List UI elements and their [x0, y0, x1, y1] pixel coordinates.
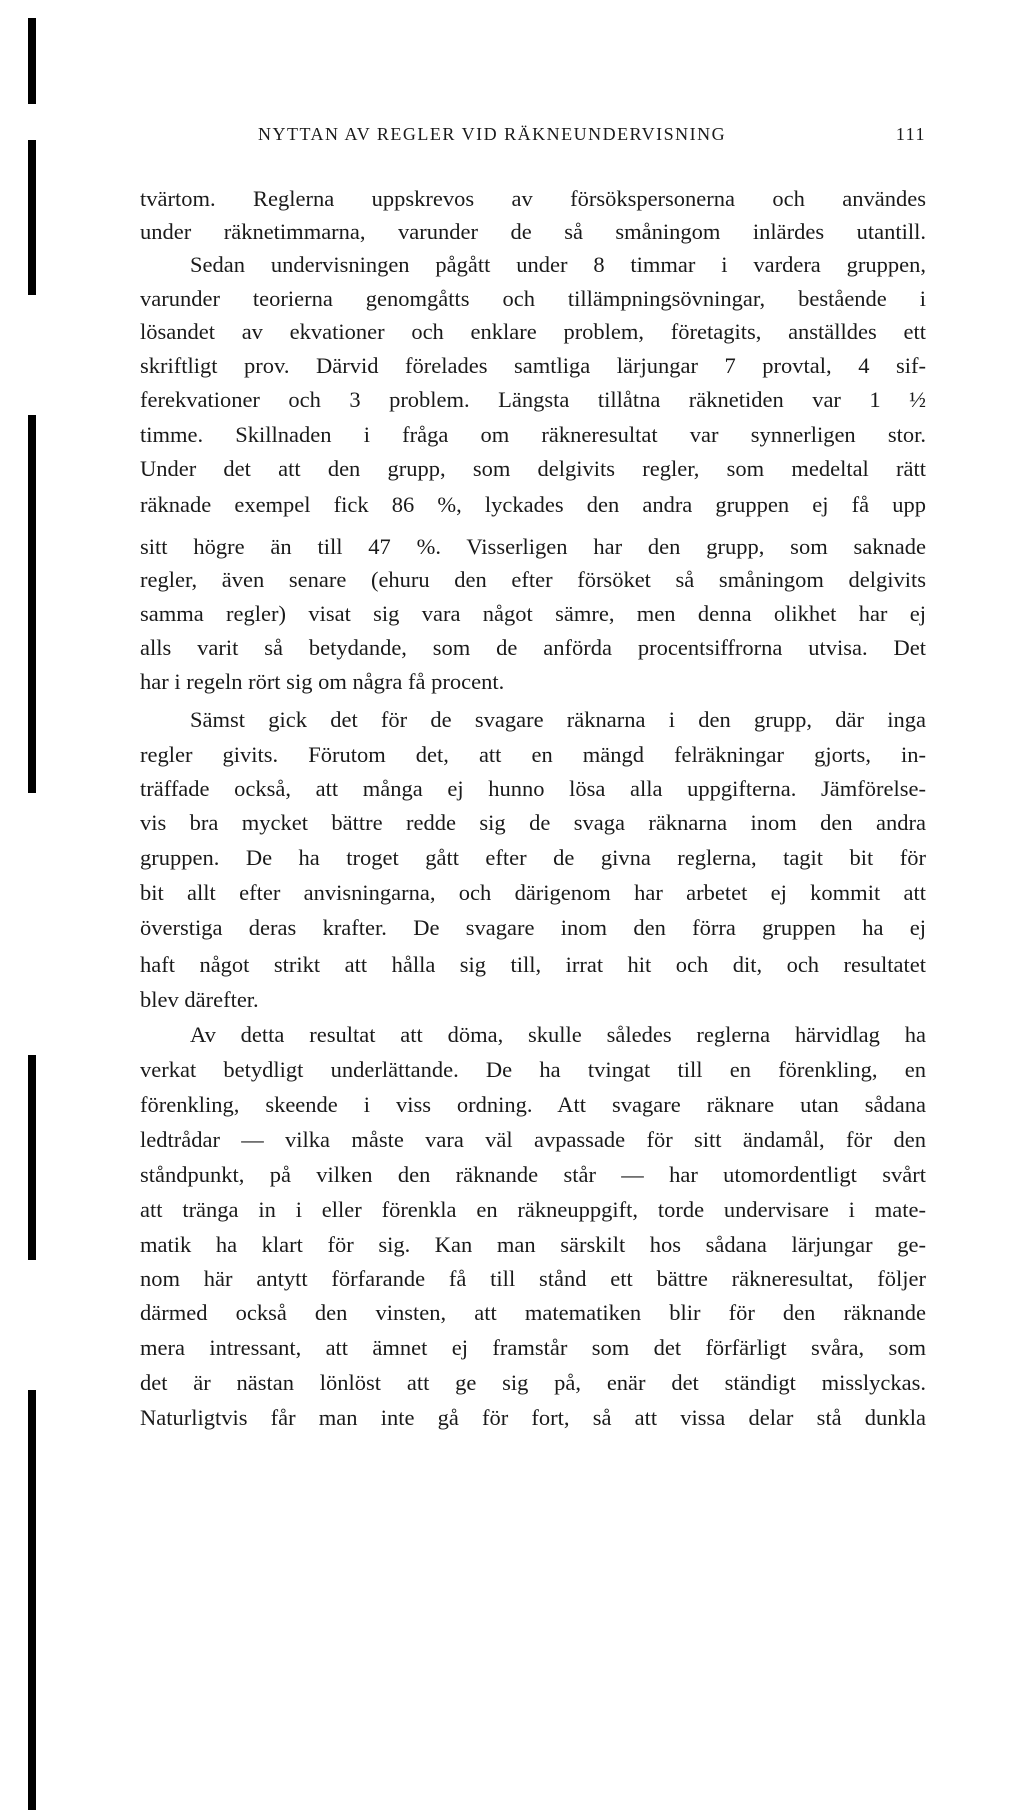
text-line: regler, även senare (ehuru den efter försöket så småningom delgivits	[140, 567, 926, 592]
scan-edge-bar	[28, 1055, 36, 1260]
text-line: Sedan undervisningen pågått under 8 timmar i vardera gruppen,	[190, 252, 926, 277]
scan-edge-bar	[28, 140, 36, 295]
running-head-title: NYTTAN AV REGLER VID RÄKNEUNDERVISNING	[258, 124, 727, 144]
text-line: det är nästan lönlöst att ge sig på, enär det ständigt misslyckas.	[140, 1370, 926, 1395]
text-line: Under det att den grupp, som delgivits regler, som medeltal rätt	[140, 456, 926, 481]
text-line: att tränga in i eller förenkla en räkneuppgift, torde undervisare i mate-	[140, 1197, 926, 1222]
text-line: därmed också den vinsten, att matematiken blir för den räknande	[140, 1300, 926, 1325]
text-line: verkat betydligt underlättande. De ha tvingat till en förenkling, en	[140, 1057, 926, 1082]
text-line: bit allt efter anvisningarna, och därigenom har arbetet ej kommit att	[140, 880, 926, 905]
text-line: varunder teorierna genomgåtts och tillämpningsövningar, bestående i	[140, 286, 926, 311]
text-line: matik ha klart för sig. Kan man särskilt hos sådana lärjungar ge-	[140, 1232, 926, 1257]
text-line: tvärtom. Reglerna uppskrevos av försökspersonerna och användes	[140, 186, 926, 211]
text-line: under räknetimmarna, varunder de så småningom inlärdes utantill.	[140, 219, 926, 244]
scan-edge-bar	[28, 18, 36, 104]
text-line: regler givits. Förutom det, att en mängd felräkningar gjorts, in-	[140, 742, 926, 767]
text-line: Av detta resultat att döma, skulle således reglerna härvidlag ha	[190, 1022, 926, 1047]
text-line: ståndpunkt, på vilken den räknande står — har utomordentligt svårt	[140, 1162, 926, 1187]
text-line: timme. Skillnaden i fråga om räkneresultat var synnerligen stor.	[140, 422, 926, 447]
text-line: räknade exempel fick 86 %, lyckades den andra gruppen ej få upp	[140, 492, 926, 517]
text-line: överstiga deras krafter. De svagare inom den förra gruppen ha ej	[140, 915, 926, 940]
running-head	[140, 124, 926, 148]
text-line: Naturligtvis får man inte gå för fort, så att vissa delar stå dunkla	[140, 1405, 926, 1430]
scan-edge-bar	[28, 1390, 36, 1810]
text-line: Sämst gick det för de svagare räknarna i den grupp, där inga	[190, 707, 926, 732]
text-line: ledtrådar — vilka måste vara väl avpassade för sitt ändamål, för den	[140, 1127, 926, 1152]
text-line: gruppen. De ha troget gått efter de givna reglerna, tagit bit för	[140, 845, 926, 870]
text-line: blev därefter.	[140, 987, 259, 1012]
text-line: har i regeln rört sig om några få procent.	[140, 669, 505, 694]
text-line: alls varit så betydande, som de anförda procentsiffrorna utvisa. Det	[140, 635, 926, 660]
text-line: haft något strikt att hålla sig till, irrat hit och dit, och resultatet	[140, 952, 926, 977]
text-line: sitt högre än till 47 %. Visserligen har den grupp, som saknade	[140, 534, 926, 559]
page-number: 111	[895, 124, 926, 144]
text-line: ferekvationer och 3 problem. Längsta tillåtna räknetiden var 1 ½	[140, 387, 926, 412]
text-line: förenkling, skeende i viss ordning. Att svagare räknare utan sådana	[140, 1092, 926, 1117]
text-line: mera intressant, att ämnet ej framstår som det förfärligt svåra, som	[140, 1335, 926, 1360]
text-line: nom här antytt förfarande få till stånd ett bättre räkneresultat, följer	[140, 1266, 926, 1291]
text-line: vis bra mycket bättre redde sig de svaga räknarna inom den andra	[140, 810, 926, 835]
text-line: träffade också, att många ej hunno lösa alla uppgifterna. Jämförelse-	[140, 776, 926, 801]
text-line: lösandet av ekvationer och enklare problem, företagits, anställdes ett	[140, 319, 926, 344]
text-line: samma regler) visat sig vara något sämre, men denna olikhet har ej	[140, 601, 926, 626]
scan-edge-bar	[28, 415, 36, 793]
text-line: skriftligt prov. Därvid förelades samtliga lärjungar 7 provtal, 4 sif-	[140, 353, 926, 378]
